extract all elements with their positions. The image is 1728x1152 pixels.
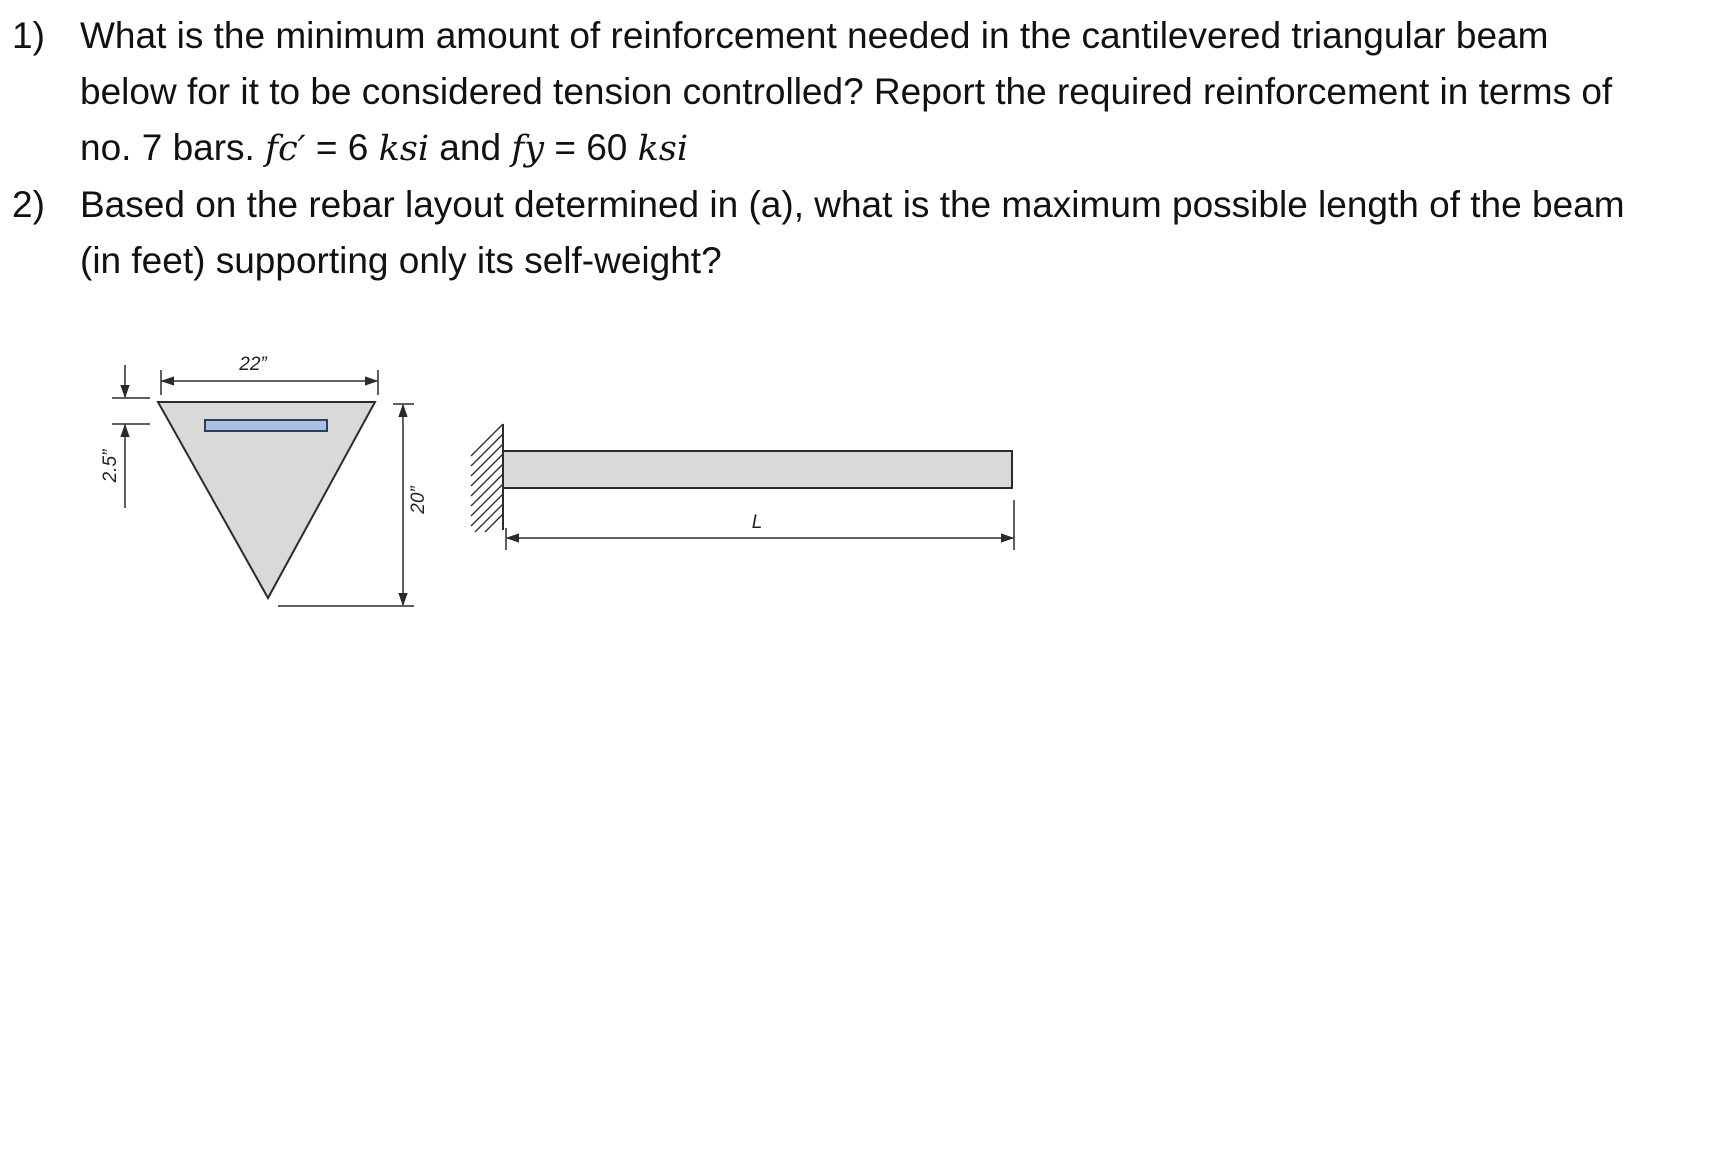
question-1-line-1: What is the minimum amount of reinforcement needed in the cantilevered triangular beam: [80, 15, 1549, 56]
cantilever-elevation: [471, 424, 1014, 550]
question-2-number: 2): [12, 184, 45, 225]
fc-symbol: fc: [265, 129, 298, 169]
width-label: 22”: [239, 354, 267, 375]
fy-unit: ksi: [637, 129, 689, 169]
question-2-line-1: Based on the rebar layout determined in (a), what is the maximum possible length of the beam: [80, 184, 1625, 225]
question-1-number: 1): [12, 15, 45, 56]
fc-prime: ′: [297, 129, 306, 169]
cover-label: 2.5”: [100, 449, 121, 483]
cover-dimension: [100, 365, 150, 508]
question-2-line-2: (in feet) supporting only its self-weight?: [80, 240, 722, 281]
question-2: [0, 177, 1728, 289]
and-text: and: [429, 127, 512, 168]
rebar-layer: [205, 420, 327, 431]
length-label: L: [751, 512, 763, 533]
question-1: [0, 8, 1728, 177]
height-label: 20”: [408, 486, 429, 514]
beam-figure: [0, 340, 1060, 620]
question-1-line-3: [80, 120, 1720, 177]
fy-value: = 60: [544, 127, 638, 168]
beam-figure-svg: [0, 340, 1060, 620]
question-1-body: [80, 8, 1720, 177]
fixed-support-hatching: [471, 424, 503, 532]
question-list: [0, 8, 1728, 289]
question-1-line-2: below for it to be considered tension controlled? Report the required reinforcement in terms of: [80, 71, 1613, 112]
triangular-cross-section: [158, 402, 375, 598]
question-2-body: [80, 177, 1720, 289]
beam-elevation: [503, 451, 1012, 488]
width-dimension: [161, 354, 378, 395]
fc-unit: ksi: [378, 129, 430, 169]
question-1-line-3-prefix: no. 7 bars.: [80, 127, 266, 168]
fy-symbol: fy: [511, 129, 545, 169]
fc-value: = 6: [305, 127, 379, 168]
